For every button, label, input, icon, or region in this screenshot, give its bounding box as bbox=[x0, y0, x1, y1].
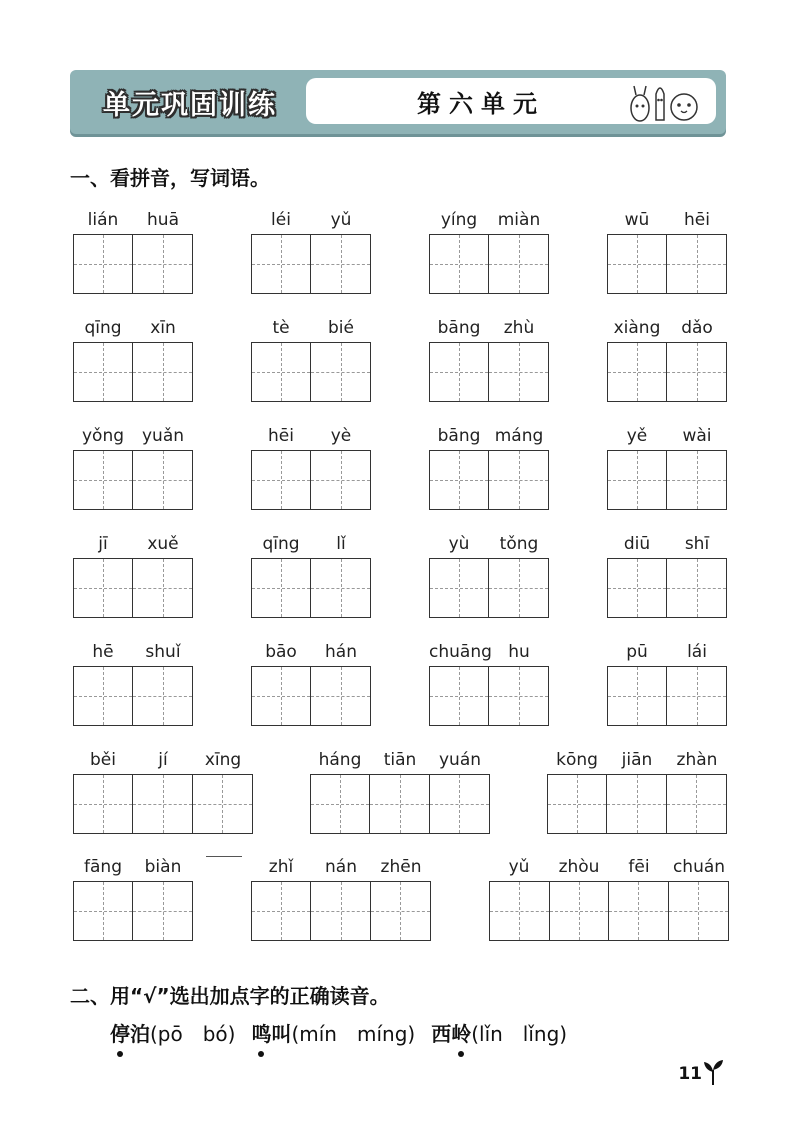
writing-cell[interactable] bbox=[74, 451, 133, 509]
word-item bbox=[251, 426, 371, 510]
writing-grid bbox=[251, 342, 371, 402]
writing-cell[interactable] bbox=[608, 559, 667, 617]
writing-cell[interactable] bbox=[252, 451, 311, 509]
pinyin-syllable: jí bbox=[158, 750, 168, 770]
pinyin-syllable: tè bbox=[272, 318, 290, 338]
pinyin-syllable: kōng bbox=[556, 750, 598, 770]
writing-cell[interactable] bbox=[311, 451, 370, 509]
pinyin-syllable: yǔ bbox=[330, 210, 352, 230]
pinyin-row bbox=[607, 318, 727, 342]
pinyin-row bbox=[251, 210, 371, 234]
pinyin-syllable: jī bbox=[98, 534, 108, 554]
cartoon-mascots-icon bbox=[626, 80, 702, 124]
pinyin-row bbox=[251, 534, 371, 558]
banner-left-title-box bbox=[80, 80, 300, 124]
writing-cell[interactable] bbox=[607, 775, 666, 833]
pinyin-syllable: zhǐ bbox=[268, 857, 294, 877]
pinyin-syllable: yuǎn bbox=[141, 426, 185, 446]
writing-cell[interactable] bbox=[133, 235, 192, 293]
pinyin-syllable: yù bbox=[448, 534, 470, 554]
writing-cell[interactable] bbox=[667, 235, 726, 293]
pinyin-syllable: běi bbox=[90, 750, 116, 770]
dotted-word: 鸣叫 bbox=[251, 1018, 291, 1047]
writing-cell[interactable] bbox=[311, 559, 370, 617]
writing-cell[interactable] bbox=[74, 559, 133, 617]
pinyin-syllable: dǎo bbox=[681, 318, 713, 338]
pinyin-syllable: shuǐ bbox=[145, 642, 181, 662]
pinyin-syllable: biàn bbox=[144, 857, 182, 877]
writing-grid bbox=[429, 666, 549, 726]
pinyin-syllable: bāo bbox=[265, 642, 297, 662]
pinyin-row bbox=[429, 642, 549, 666]
word-item bbox=[73, 426, 193, 510]
pinyin-syllable: léi bbox=[271, 210, 291, 230]
writing-cell[interactable] bbox=[311, 235, 370, 293]
emphasis-dot-icon bbox=[117, 1051, 123, 1057]
writing-cell[interactable] bbox=[667, 667, 726, 725]
writing-cell[interactable] bbox=[311, 667, 370, 725]
writing-grid bbox=[73, 450, 193, 510]
writing-cell[interactable] bbox=[667, 775, 726, 833]
pinyin-syllable: yuán bbox=[438, 750, 482, 770]
pinyin-row bbox=[73, 750, 253, 774]
writing-grid bbox=[73, 881, 193, 941]
word-item bbox=[73, 642, 193, 726]
pinyin-syllable: zhù bbox=[503, 318, 535, 338]
pinyin-row bbox=[429, 318, 549, 342]
writing-cell[interactable] bbox=[74, 343, 133, 401]
writing-cell[interactable] bbox=[133, 343, 192, 401]
pinyin-syllable: nán bbox=[325, 857, 357, 877]
pinyin-syllable: yíng bbox=[440, 210, 478, 230]
word-item bbox=[73, 534, 193, 618]
pinyin-syllable: huā bbox=[147, 210, 179, 230]
pinyin-syllable: tǒng bbox=[499, 534, 539, 554]
pinyin-syllable: máng bbox=[494, 426, 544, 446]
pinyin-syllable: wài bbox=[682, 426, 712, 446]
writing-grid bbox=[547, 774, 727, 834]
writing-cell[interactable] bbox=[252, 343, 311, 401]
pinyin-row bbox=[429, 426, 549, 450]
writing-grid bbox=[73, 666, 193, 726]
writing-cell[interactable] bbox=[252, 235, 311, 293]
pinyin-syllable: pū bbox=[626, 642, 648, 662]
writing-cell[interactable] bbox=[74, 235, 133, 293]
pinyin-row bbox=[73, 857, 193, 881]
writing-cell[interactable] bbox=[609, 882, 669, 940]
pinyin-syllable: yǒng bbox=[81, 426, 125, 446]
word-item bbox=[251, 210, 371, 294]
word-item bbox=[429, 210, 549, 294]
banner-left-title: 单元巩固训练 bbox=[103, 89, 277, 121]
writing-cell[interactable] bbox=[311, 882, 370, 940]
pinyin-syllable: háng bbox=[318, 750, 362, 770]
pinyin-row bbox=[251, 642, 371, 666]
sprout-icon bbox=[702, 1058, 724, 1086]
writing-grid bbox=[251, 234, 371, 294]
word-item bbox=[489, 857, 729, 941]
word-item bbox=[251, 857, 431, 941]
pinyin-row bbox=[73, 642, 193, 666]
pinyin-syllable: zhàn bbox=[676, 750, 718, 770]
dotted-word: 西岭 bbox=[431, 1018, 471, 1047]
pinyin-syllable: hē bbox=[92, 642, 114, 662]
pinyin-syllable: zhòu bbox=[558, 857, 600, 877]
writing-grid bbox=[251, 558, 371, 618]
pinyin-syllable: zhēn bbox=[380, 857, 422, 877]
pinyin-syllable: xiàng bbox=[613, 318, 661, 338]
pinyin-row bbox=[73, 426, 193, 450]
writing-cell[interactable] bbox=[252, 667, 311, 725]
word-item bbox=[607, 210, 727, 294]
pinyin-syllable: hu bbox=[508, 642, 530, 662]
writing-cell[interactable] bbox=[133, 451, 192, 509]
word-item bbox=[73, 750, 253, 834]
pronunciation-options[interactable]: (mín míng) bbox=[291, 1022, 416, 1046]
word-item bbox=[73, 857, 193, 941]
pinyin-row bbox=[73, 318, 193, 342]
writing-cell[interactable] bbox=[430, 343, 489, 401]
pinyin-syllable: qīng bbox=[262, 534, 300, 554]
pinyin-syllable: tiān bbox=[383, 750, 417, 770]
section-2-title: 二、用“√”选出加点字的正确读音。 bbox=[70, 984, 390, 1008]
pinyin-syllable: lián bbox=[87, 210, 119, 230]
pinyin-syllable: yè bbox=[330, 426, 352, 446]
writing-cell[interactable] bbox=[193, 775, 252, 833]
pinyin-syllable: bāng bbox=[437, 318, 481, 338]
writing-grid bbox=[607, 558, 727, 618]
page-number: 11 bbox=[678, 1064, 702, 1084]
pinyin-row bbox=[251, 857, 431, 881]
stray-dash-mark bbox=[206, 856, 242, 857]
reading-choice-row bbox=[110, 1018, 567, 1047]
word-item bbox=[73, 210, 193, 294]
reading-choice-item bbox=[110, 1018, 235, 1047]
word-item bbox=[607, 426, 727, 510]
reading-choice-item bbox=[431, 1018, 567, 1047]
pinyin-syllable: xīng bbox=[204, 750, 242, 770]
pinyin-syllable: yǔ bbox=[508, 857, 530, 877]
word-item bbox=[251, 642, 371, 726]
writing-grid bbox=[607, 666, 727, 726]
pinyin-syllable: hēi bbox=[684, 210, 710, 230]
pinyin-row bbox=[310, 750, 490, 774]
pinyin-row bbox=[73, 210, 193, 234]
word-item bbox=[607, 642, 727, 726]
writing-grid bbox=[429, 450, 549, 510]
emphasis-dot-icon bbox=[258, 1051, 264, 1057]
writing-grid bbox=[73, 234, 193, 294]
pinyin-syllable: xīn bbox=[150, 318, 176, 338]
pinyin-row bbox=[607, 642, 727, 666]
writing-cell[interactable] bbox=[371, 882, 430, 940]
pinyin-row bbox=[73, 534, 193, 558]
writing-cell[interactable] bbox=[489, 343, 548, 401]
writing-cell[interactable] bbox=[489, 451, 548, 509]
pinyin-row bbox=[547, 750, 727, 774]
pinyin-syllable: shī bbox=[684, 534, 710, 554]
writing-cell[interactable] bbox=[608, 343, 667, 401]
writing-grid bbox=[251, 450, 371, 510]
word-item bbox=[607, 534, 727, 618]
pinyin-syllable: chuāng bbox=[429, 642, 492, 662]
writing-cell[interactable] bbox=[74, 882, 133, 940]
pinyin-syllable: yě bbox=[626, 426, 648, 446]
writing-grid bbox=[310, 774, 490, 834]
word-item bbox=[429, 318, 549, 402]
writing-cell[interactable] bbox=[74, 667, 133, 725]
pinyin-row bbox=[429, 534, 549, 558]
writing-grid bbox=[429, 342, 549, 402]
pinyin-syllable: wū bbox=[624, 210, 650, 230]
pinyin-syllable: fāng bbox=[84, 857, 122, 877]
writing-cell[interactable] bbox=[430, 775, 489, 833]
writing-grid bbox=[429, 234, 549, 294]
writing-cell[interactable] bbox=[311, 775, 370, 833]
pinyin-syllable: qīng bbox=[84, 318, 122, 338]
word-item bbox=[429, 426, 549, 510]
dotted-word: 停泊 bbox=[110, 1018, 150, 1047]
writing-cell[interactable] bbox=[430, 451, 489, 509]
pinyin-syllable: diū bbox=[623, 534, 651, 554]
pinyin-row bbox=[251, 426, 371, 450]
pronunciation-options[interactable]: (pō bó) bbox=[150, 1022, 236, 1046]
writing-grid bbox=[73, 558, 193, 618]
writing-cell[interactable] bbox=[490, 882, 550, 940]
writing-grid bbox=[607, 234, 727, 294]
writing-grid bbox=[251, 881, 431, 941]
writing-grid bbox=[251, 666, 371, 726]
word-item bbox=[310, 750, 490, 834]
reading-choice-item bbox=[251, 1018, 415, 1047]
banner-right-title-box bbox=[306, 78, 716, 124]
writing-cell[interactable] bbox=[252, 559, 311, 617]
word-item bbox=[251, 534, 371, 618]
pinyin-row bbox=[607, 426, 727, 450]
writing-cell[interactable] bbox=[133, 667, 192, 725]
writing-cell[interactable] bbox=[430, 559, 489, 617]
pronunciation-options[interactable]: (lǐn lǐng) bbox=[471, 1022, 568, 1046]
writing-cell[interactable] bbox=[608, 451, 667, 509]
word-item bbox=[251, 318, 371, 402]
writing-cell[interactable] bbox=[667, 343, 726, 401]
writing-cell[interactable] bbox=[608, 667, 667, 725]
writing-cell[interactable] bbox=[548, 775, 607, 833]
writing-cell[interactable] bbox=[133, 775, 192, 833]
writing-cell[interactable] bbox=[667, 451, 726, 509]
word-item bbox=[429, 534, 549, 618]
writing-cell[interactable] bbox=[370, 775, 429, 833]
writing-cell[interactable] bbox=[430, 235, 489, 293]
writing-cell[interactable] bbox=[74, 775, 133, 833]
unit-title: 第六单元 bbox=[417, 89, 545, 118]
pinyin-syllable: fēi bbox=[628, 857, 650, 877]
pinyin-syllable: bié bbox=[328, 318, 354, 338]
writing-grid bbox=[429, 558, 549, 618]
pinyin-row bbox=[429, 210, 549, 234]
writing-cell[interactable] bbox=[667, 559, 726, 617]
emphasis-dot-icon bbox=[458, 1051, 464, 1057]
writing-cell[interactable] bbox=[669, 882, 729, 940]
pinyin-row bbox=[607, 534, 727, 558]
section-1-title: 一、看拼音，写词语。 bbox=[70, 166, 270, 190]
writing-cell[interactable] bbox=[252, 882, 311, 940]
pinyin-syllable: bāng bbox=[437, 426, 481, 446]
pinyin-syllable: lǐ bbox=[336, 534, 346, 554]
writing-cell[interactable] bbox=[489, 559, 548, 617]
pinyin-row bbox=[251, 318, 371, 342]
word-item bbox=[607, 318, 727, 402]
writing-grid bbox=[73, 774, 253, 834]
pinyin-syllable: chuán bbox=[672, 857, 726, 877]
pinyin-syllable: jiān bbox=[621, 750, 653, 770]
pinyin-syllable: miàn bbox=[497, 210, 541, 230]
word-item bbox=[73, 318, 193, 402]
writing-cell[interactable] bbox=[489, 667, 548, 725]
unit-banner bbox=[70, 70, 726, 134]
writing-cell[interactable] bbox=[608, 235, 667, 293]
writing-grid bbox=[607, 342, 727, 402]
writing-grid bbox=[489, 881, 729, 941]
word-item bbox=[429, 642, 549, 726]
pinyin-syllable: hán bbox=[325, 642, 357, 662]
writing-cell[interactable] bbox=[489, 235, 548, 293]
writing-grid bbox=[73, 342, 193, 402]
pinyin-syllable: lái bbox=[687, 642, 707, 662]
pinyin-row bbox=[607, 210, 727, 234]
writing-grid bbox=[607, 450, 727, 510]
writing-cell[interactable] bbox=[550, 882, 610, 940]
pinyin-syllable: xuě bbox=[147, 534, 179, 554]
word-item bbox=[547, 750, 727, 834]
writing-cell[interactable] bbox=[430, 667, 489, 725]
writing-cell[interactable] bbox=[133, 882, 192, 940]
pinyin-row bbox=[489, 857, 729, 881]
writing-cell[interactable] bbox=[311, 343, 370, 401]
writing-cell[interactable] bbox=[133, 559, 192, 617]
pinyin-syllable: hēi bbox=[268, 426, 294, 446]
